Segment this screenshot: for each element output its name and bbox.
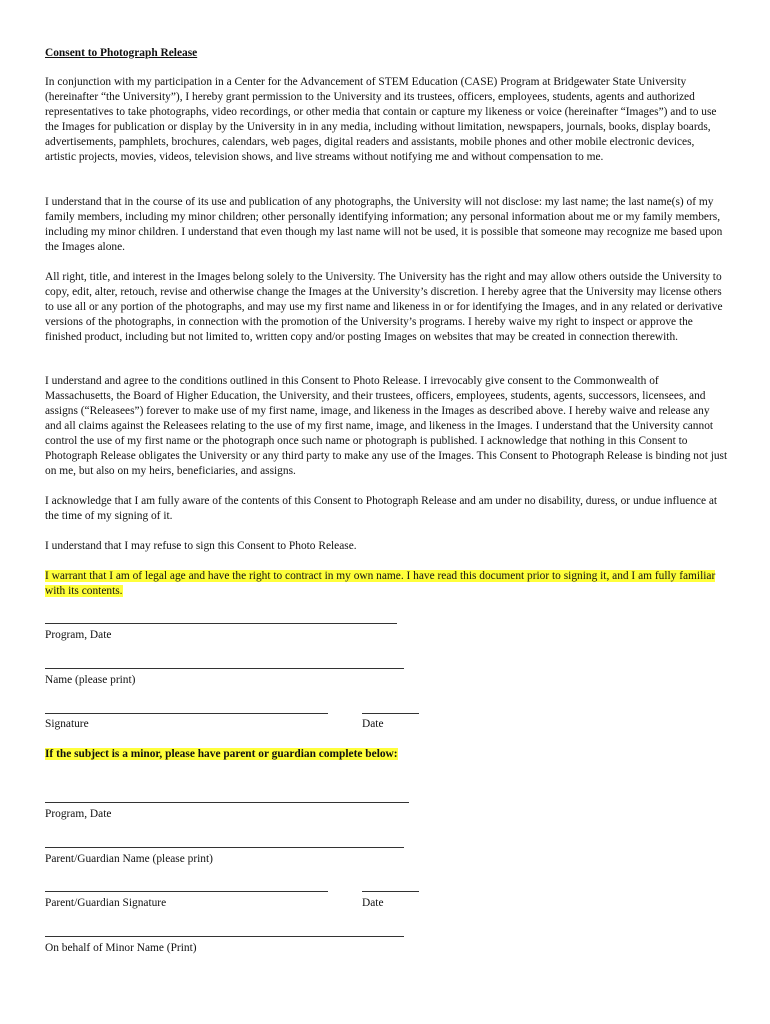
name-print-label: Name (please print) <box>45 674 136 686</box>
guardian-signature-label: Parent/Guardian Signature <box>45 897 167 909</box>
warrant-highlight: I warrant that I am of legal age and have the right to contract in my own name. I have read this document prior to signing it, and I am fully familiar with its contents. <box>45 570 716 597</box>
guardian-name-line[interactable] <box>45 847 404 848</box>
guardian-date-label: Date <box>362 897 384 909</box>
document-title: Consent to Photograph Release <box>45 47 198 59</box>
minor-name-label: On behalf of Minor Name (Print) <box>45 942 197 954</box>
minor-name-line[interactable] <box>45 936 404 937</box>
paragraph-disclosure: I understand that in the course of its use and publication of any photographs, the University will not disclose: my last name; the last name(s) of my family members, including my minor children; other personally identifying information; any personal information about me or my family members, including my minor children. I understand that even though my last name will not be used, it is possible that someone may recognize me based upon the Images alone. <box>45 196 723 253</box>
paragraph-conditions: I understand and agree to the conditions outlined in this Consent to Photo Release. I irrevocably give consent to the Commonwealth of Massachusetts, the Board of Higher Education, the University, and their trustees, officers, employees, students, agents, successors, licensees, and assigns (“Releasees”) forever to make use of my first name, image, and likeness in the Images as described above. I hereby waive and release any and all claims against the Releasees relating to the use of my first name, image, and likeness in the Images. I understand that the University cannot control the use of my first name or the photograph once such name or photograph is published. I acknowledge that nothing in this Consent to Photograph Release obligates the University or any third party to make any use of the Images. This Consent to Photograph Release is binding not just on me, but also on my heirs, beneficiaries, and assigns. <box>45 375 728 477</box>
signature-line[interactable] <box>45 713 328 714</box>
guardian-date-line[interactable] <box>362 891 419 892</box>
paragraph-permission: In conjunction with my participation in a Center for the Advancement of STEM Education (CASE) Program at Bridgewater State University (hereinafter “the University”), I hereby grant permission to the University and its trustees, officers, employees, students, agents and authorized representatives to take photographs, video recordings, or other media that contain or capture my likeness or voice (hereinafter “Images”) and to use the Images for publication or display by the University in in any media, including without limitation, newspapers, journals, books, display boards, advertisements, pamphlets, brochures, calendars, web pages, digital readers and assistants, mobile phones and other mobile electronic devices, artistic projects, movies, videos, television shows, and live streams without notifying me and without compensation to me. <box>45 76 717 163</box>
minor-heading-highlight: If the subject is a minor, please have parent or guardian complete below: <box>45 748 398 760</box>
guardian-name-label: Parent/Guardian Name (please print) <box>45 853 213 865</box>
paragraph-acknowledge: I acknowledge that I am fully aware of the contents of this Consent to Photograph Release and am under no disability, duress, or undue influence at the time of my signing of it. <box>45 495 718 522</box>
guardian-signature-line[interactable] <box>45 891 328 892</box>
program-date-line[interactable] <box>45 623 397 624</box>
date-line[interactable] <box>362 713 419 714</box>
signature-label: Signature <box>45 718 89 730</box>
paragraph-rights: All right, title, and interest in the Images belong solely to the University. The University has the right and may allow others outside the University to copy, edit, alter, retouch, revise and otherwise change the Images at the University’s discretion. I hereby agree that the University may license others to use all or any portion of the photographs, and may use my first name and likeness in or for identifying the Images, and in any related or derivative versions of the photographs, in connection with the promotion of the University’s programs. I hereby waive my right to inspect or approve the finished product, including but not limited to, written copy and/or posting Images on websites that may be created in connection therewith. <box>45 271 723 343</box>
warrant-statement <box>45 569 728 599</box>
paragraph-refuse: I understand that I may refuse to sign this Consent to Photo Release. <box>45 540 357 552</box>
name-print-line[interactable] <box>45 668 404 669</box>
guardian-program-date-line[interactable] <box>45 802 409 803</box>
program-date-label: Program, Date <box>45 629 112 641</box>
minor-heading <box>45 747 728 762</box>
date-label: Date <box>362 718 384 730</box>
guardian-program-date-label: Program, Date <box>45 808 112 820</box>
